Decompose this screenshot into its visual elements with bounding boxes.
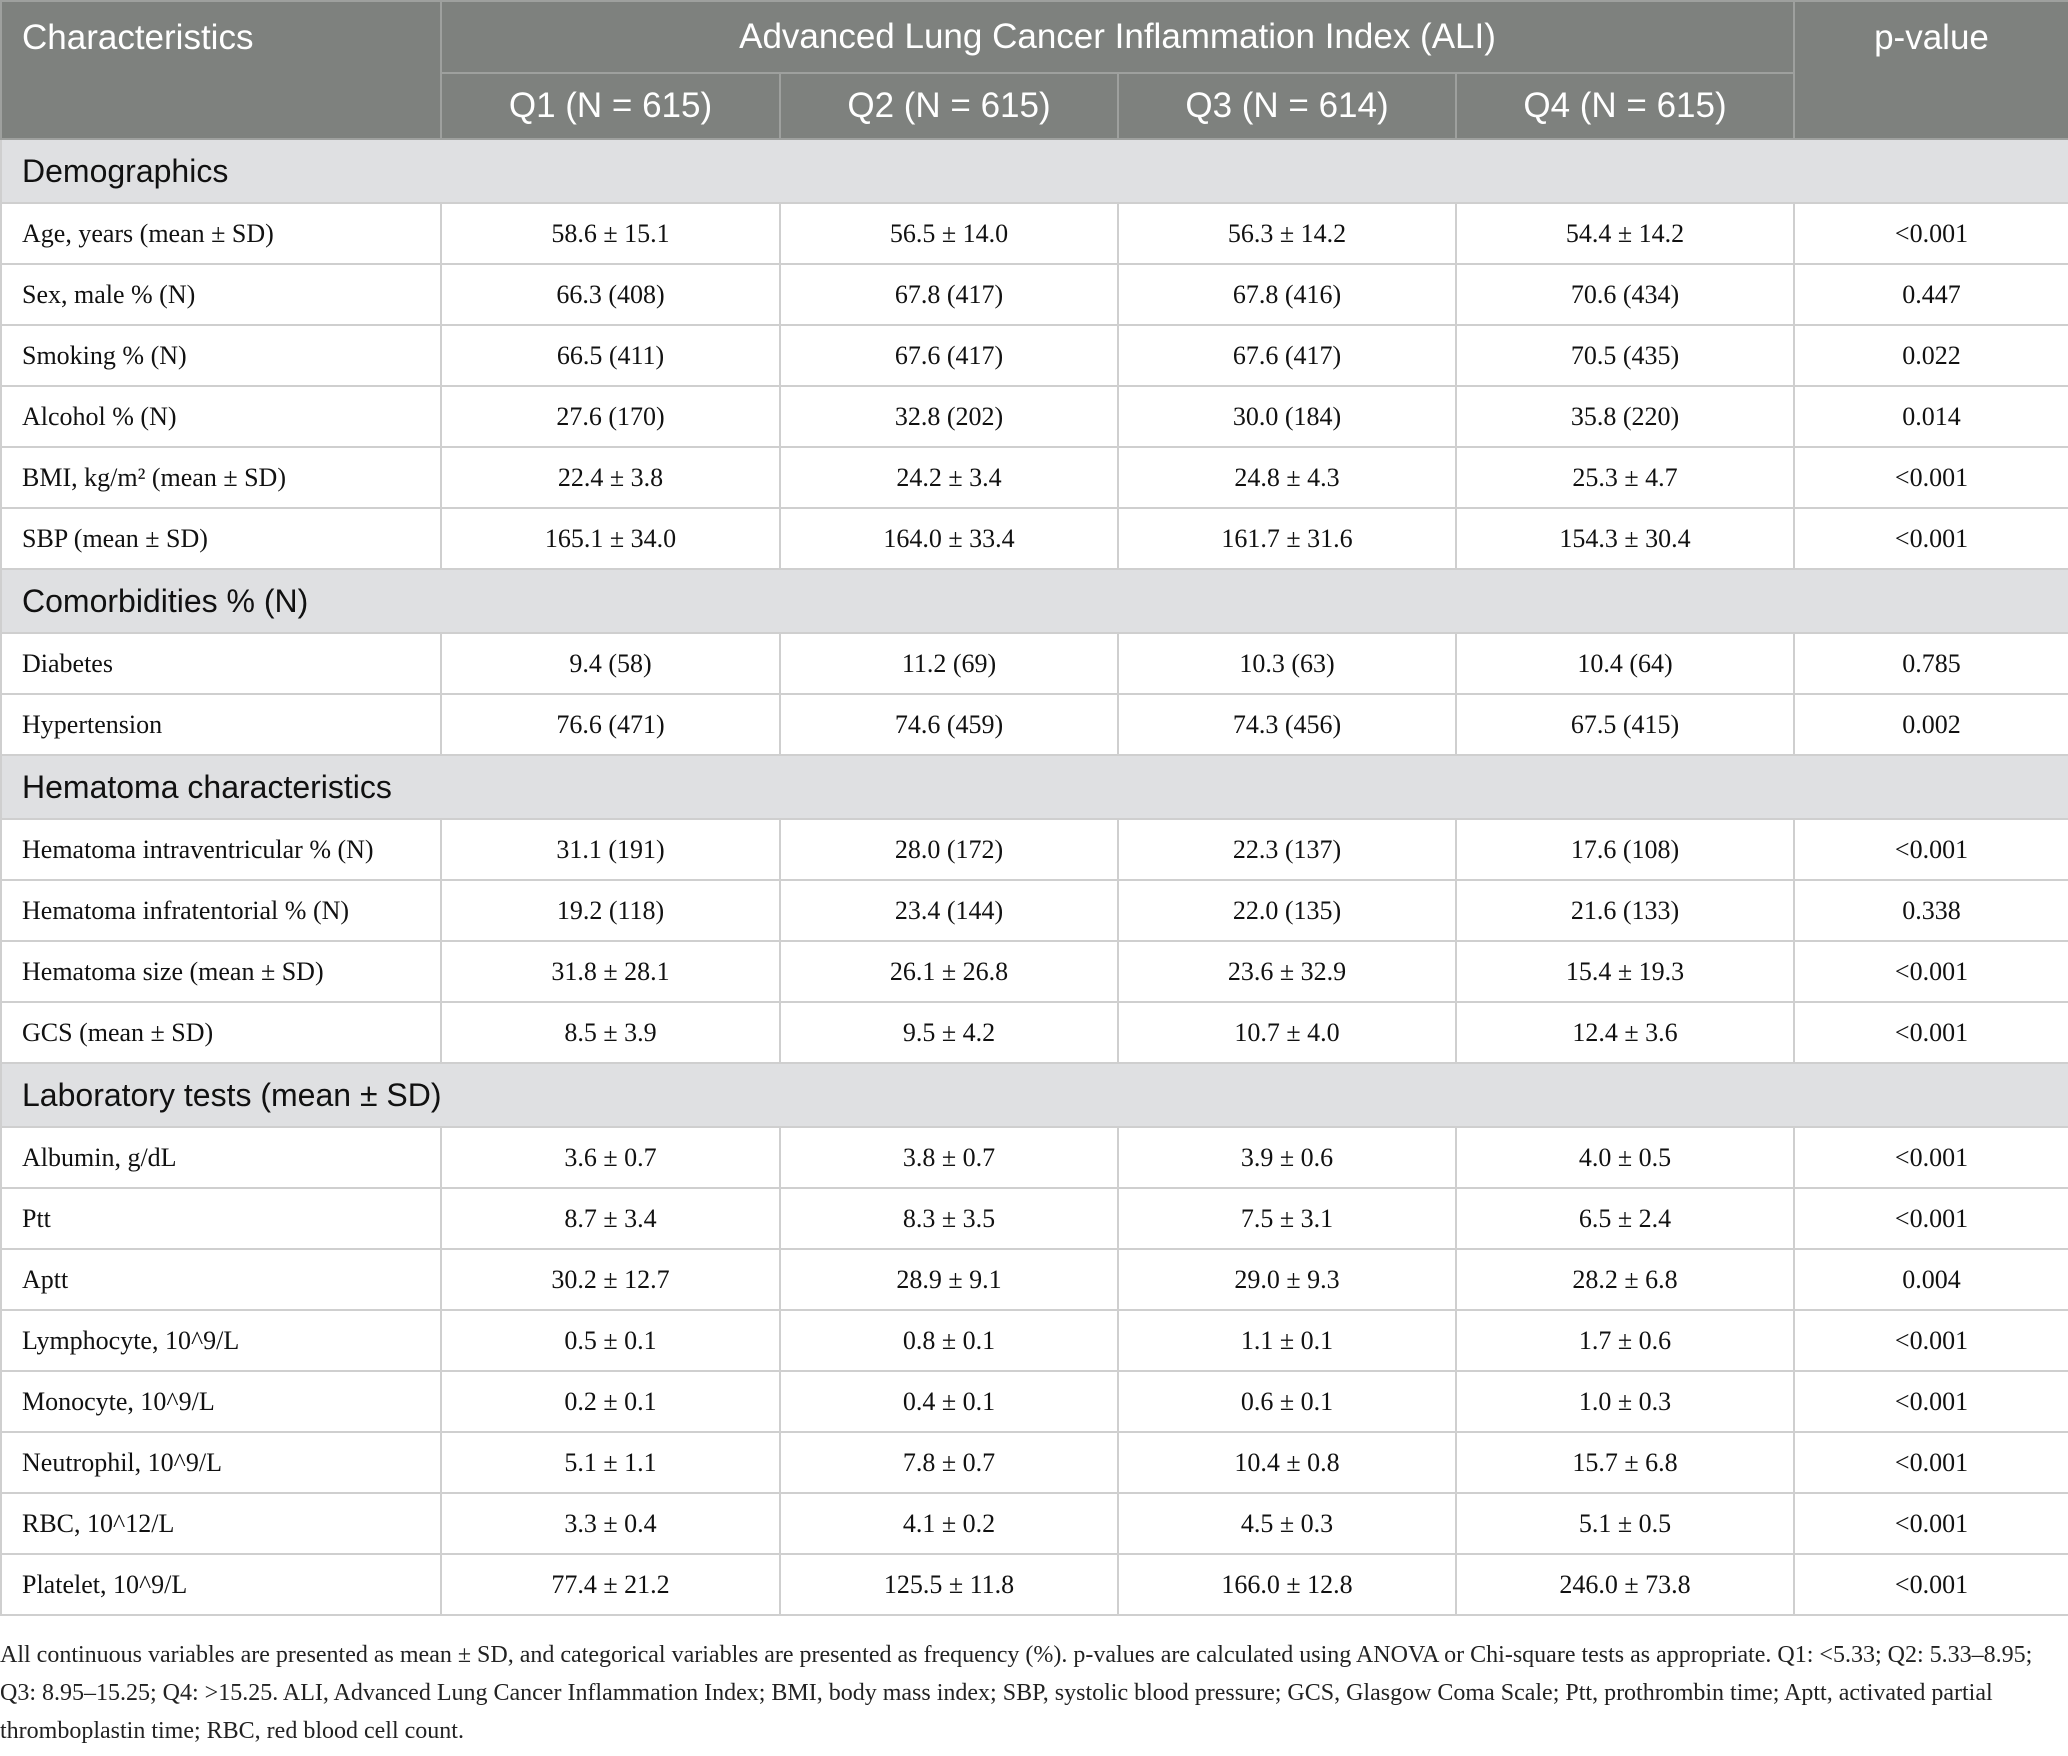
table-row (1, 1310, 2068, 1371)
row-label: GCS (mean ± SD) (1, 1002, 441, 1063)
cell-q1: 5.1 ± 1.1 (441, 1432, 780, 1493)
cell-q3: 23.6 ± 32.9 (1118, 941, 1456, 1002)
table-body (1, 139, 2068, 1615)
section-header-row (1, 1063, 2068, 1127)
cell-pvalue: <0.001 (1794, 1127, 2068, 1188)
cell-q1: 66.3 (408) (441, 264, 780, 325)
cell-q3: 0.6 ± 0.1 (1118, 1371, 1456, 1432)
cell-q3: 1.1 ± 0.1 (1118, 1310, 1456, 1371)
cell-pvalue: <0.001 (1794, 1002, 2068, 1063)
cell-q2: 3.8 ± 0.7 (780, 1127, 1118, 1188)
cell-q3: 24.8 ± 4.3 (1118, 447, 1456, 508)
cell-q1: 27.6 (170) (441, 386, 780, 447)
cell-q2: 32.8 (202) (780, 386, 1118, 447)
table-row (1, 1188, 2068, 1249)
cell-q4: 70.5 (435) (1456, 325, 1794, 386)
section-header-row (1, 569, 2068, 633)
table-row (1, 447, 2068, 508)
cell-pvalue: <0.001 (1794, 508, 2068, 569)
cell-q3: 74.3 (456) (1118, 694, 1456, 755)
cell-q1: 19.2 (118) (441, 880, 780, 941)
table-row (1, 1371, 2068, 1432)
cell-q2: 4.1 ± 0.2 (780, 1493, 1118, 1554)
cell-q2: 67.8 (417) (780, 264, 1118, 325)
row-label: Albumin, g/dL (1, 1127, 441, 1188)
cell-q1: 8.7 ± 3.4 (441, 1188, 780, 1249)
cell-q3: 3.9 ± 0.6 (1118, 1127, 1456, 1188)
cell-q4: 6.5 ± 2.4 (1456, 1188, 1794, 1249)
cell-q2: 74.6 (459) (780, 694, 1118, 755)
cell-q4: 10.4 (64) (1456, 633, 1794, 694)
cell-q1: 76.6 (471) (441, 694, 780, 755)
cell-pvalue: 0.338 (1794, 880, 2068, 941)
cell-q3: 22.3 (137) (1118, 819, 1456, 880)
cell-pvalue: 0.447 (1794, 264, 2068, 325)
cell-q3: 166.0 ± 12.8 (1118, 1554, 1456, 1615)
cell-q4: 35.8 (220) (1456, 386, 1794, 447)
row-label: Diabetes (1, 633, 441, 694)
cell-pvalue: <0.001 (1794, 1188, 2068, 1249)
cell-q4: 17.6 (108) (1456, 819, 1794, 880)
cell-q4: 154.3 ± 30.4 (1456, 508, 1794, 569)
cell-q1: 31.8 ± 28.1 (441, 941, 780, 1002)
cell-q2: 164.0 ± 33.4 (780, 508, 1118, 569)
cell-pvalue: 0.022 (1794, 325, 2068, 386)
table-row (1, 1002, 2068, 1063)
table-row (1, 694, 2068, 755)
row-label: Sex, male % (N) (1, 264, 441, 325)
cell-q2: 9.5 ± 4.2 (780, 1002, 1118, 1063)
section-title: Hematoma characteristics (1, 755, 2068, 819)
cell-q1: 31.1 (191) (441, 819, 780, 880)
cell-q4: 21.6 (133) (1456, 880, 1794, 941)
cell-q1: 22.4 ± 3.8 (441, 447, 780, 508)
cell-q2: 8.3 ± 3.5 (780, 1188, 1118, 1249)
row-label: Platelet, 10^9/L (1, 1554, 441, 1615)
cell-q4: 1.0 ± 0.3 (1456, 1371, 1794, 1432)
row-label: Hematoma intraventricular % (N) (1, 819, 441, 880)
table-row (1, 508, 2068, 569)
cell-q2: 28.9 ± 9.1 (780, 1249, 1118, 1310)
cell-q3: 56.3 ± 14.2 (1118, 203, 1456, 264)
cell-q1: 9.4 (58) (441, 633, 780, 694)
cell-q3: 29.0 ± 9.3 (1118, 1249, 1456, 1310)
cell-q3: 7.5 ± 3.1 (1118, 1188, 1456, 1249)
cell-q1: 165.1 ± 34.0 (441, 508, 780, 569)
cell-q1: 66.5 (411) (441, 325, 780, 386)
table-header (1, 1, 2068, 139)
section-title: Demographics (1, 139, 2068, 203)
cell-q4: 12.4 ± 3.6 (1456, 1002, 1794, 1063)
cell-pvalue: <0.001 (1794, 447, 2068, 508)
cell-q3: 22.0 (135) (1118, 880, 1456, 941)
table-row (1, 819, 2068, 880)
cell-q2: 28.0 (172) (780, 819, 1118, 880)
cell-q1: 3.3 ± 0.4 (441, 1493, 780, 1554)
header-characteristics: Characteristics (1, 1, 441, 139)
table-row (1, 264, 2068, 325)
cell-q4: 4.0 ± 0.5 (1456, 1127, 1794, 1188)
cell-q1: 77.4 ± 21.2 (441, 1554, 780, 1615)
header-q1: Q1 (N = 615) (441, 73, 780, 139)
table-row (1, 633, 2068, 694)
cell-q2: 0.8 ± 0.1 (780, 1310, 1118, 1371)
row-label: Age, years (mean ± SD) (1, 203, 441, 264)
cell-q4: 67.5 (415) (1456, 694, 1794, 755)
row-label: Lymphocyte, 10^9/L (1, 1310, 441, 1371)
table-row (1, 941, 2068, 1002)
cell-q3: 10.3 (63) (1118, 633, 1456, 694)
cell-pvalue: <0.001 (1794, 203, 2068, 264)
cell-q1: 58.6 ± 15.1 (441, 203, 780, 264)
cell-pvalue: <0.001 (1794, 1493, 2068, 1554)
header-q3: Q3 (N = 614) (1118, 73, 1456, 139)
cell-q2: 56.5 ± 14.0 (780, 203, 1118, 264)
cell-pvalue: <0.001 (1794, 941, 2068, 1002)
cell-q4: 70.6 (434) (1456, 264, 1794, 325)
cell-q2: 24.2 ± 3.4 (780, 447, 1118, 508)
cell-q2: 67.6 (417) (780, 325, 1118, 386)
cell-q2: 23.4 (144) (780, 880, 1118, 941)
section-title: Laboratory tests (mean ± SD) (1, 1063, 2068, 1127)
row-label: Smoking % (N) (1, 325, 441, 386)
row-label: Ptt (1, 1188, 441, 1249)
cell-pvalue: <0.001 (1794, 819, 2068, 880)
row-label: Hematoma size (mean ± SD) (1, 941, 441, 1002)
cell-q1: 3.6 ± 0.7 (441, 1127, 780, 1188)
table-row (1, 1493, 2068, 1554)
section-header-row (1, 139, 2068, 203)
row-label: Alcohol % (N) (1, 386, 441, 447)
cell-q4: 25.3 ± 4.7 (1456, 447, 1794, 508)
cell-pvalue: <0.001 (1794, 1554, 2068, 1615)
cell-q2: 0.4 ± 0.1 (780, 1371, 1118, 1432)
cell-q3: 30.0 (184) (1118, 386, 1456, 447)
cell-pvalue: <0.001 (1794, 1371, 2068, 1432)
row-label: Hypertension (1, 694, 441, 755)
cell-q3: 10.7 ± 4.0 (1118, 1002, 1456, 1063)
table-footnote: All continuous variables are presented as mean ± SD, and categorical variables are presented as frequency (%). p-values are calculated using ANOVA or Chi-square tests as appropriate. Q1: <5.33; Q2: 5.33–8.95; Q3: 8.95–15.25; Q4: >15.25. ALI, Advanced Lung Cancer Inflammation Index; BMI, body mass index; SBP, systolic blood pressure; GCS, Glasgow Coma Scale; Ptt, prothrombin time; Aptt, activated partial thromboplastin time; RBC, red blood cell count. (0, 1642, 2033, 1744)
cell-q3: 161.7 ± 31.6 (1118, 508, 1456, 569)
cell-q4: 15.7 ± 6.8 (1456, 1432, 1794, 1493)
table-row (1, 1127, 2068, 1188)
cell-q1: 8.5 ± 3.9 (441, 1002, 780, 1063)
row-label: RBC, 10^12/L (1, 1493, 441, 1554)
cell-q4: 5.1 ± 0.5 (1456, 1493, 1794, 1554)
row-label: Aptt (1, 1249, 441, 1310)
cell-q4: 1.7 ± 0.6 (1456, 1310, 1794, 1371)
cell-pvalue: <0.001 (1794, 1432, 2068, 1493)
table-row (1, 1249, 2068, 1310)
table-row (1, 386, 2068, 447)
row-label: BMI, kg/m² (mean ± SD) (1, 447, 441, 508)
cell-pvalue: 0.002 (1794, 694, 2068, 755)
cell-q3: 4.5 ± 0.3 (1118, 1493, 1456, 1554)
cell-q2: 11.2 (69) (780, 633, 1118, 694)
cell-pvalue: 0.785 (1794, 633, 2068, 694)
row-label: SBP (mean ± SD) (1, 508, 441, 569)
cell-q2: 7.8 ± 0.7 (780, 1432, 1118, 1493)
cell-q2: 26.1 ± 26.8 (780, 941, 1118, 1002)
header-group-title: Advanced Lung Cancer Inflammation Index (ALI) (441, 1, 1794, 73)
table-row (1, 325, 2068, 386)
cell-q3: 10.4 ± 0.8 (1118, 1432, 1456, 1493)
cell-pvalue: 0.014 (1794, 386, 2068, 447)
cell-pvalue: 0.004 (1794, 1249, 2068, 1310)
header-pvalue: p-value (1794, 1, 2068, 139)
cell-q3: 67.8 (416) (1118, 264, 1456, 325)
row-label: Hematoma infratentorial % (N) (1, 880, 441, 941)
table-row (1, 880, 2068, 941)
cell-q4: 54.4 ± 14.2 (1456, 203, 1794, 264)
table-row (1, 203, 2068, 264)
section-title: Comorbidities % (N) (1, 569, 2068, 633)
header-q2: Q2 (N = 615) (780, 73, 1118, 139)
section-header-row (1, 755, 2068, 819)
cell-q4: 246.0 ± 73.8 (1456, 1554, 1794, 1615)
cell-q1: 0.2 ± 0.1 (441, 1371, 780, 1432)
cell-q3: 67.6 (417) (1118, 325, 1456, 386)
row-label: Neutrophil, 10^9/L (1, 1432, 441, 1493)
cell-q1: 0.5 ± 0.1 (441, 1310, 780, 1371)
cell-q2: 125.5 ± 11.8 (780, 1554, 1118, 1615)
table-row (1, 1554, 2068, 1615)
cell-pvalue: <0.001 (1794, 1310, 2068, 1371)
cell-q4: 28.2 ± 6.8 (1456, 1249, 1794, 1310)
cell-q4: 15.4 ± 19.3 (1456, 941, 1794, 1002)
table-row (1, 1432, 2068, 1493)
cell-q1: 30.2 ± 12.7 (441, 1249, 780, 1310)
row-label: Monocyte, 10^9/L (1, 1371, 441, 1432)
header-q4: Q4 (N = 615) (1456, 73, 1794, 139)
